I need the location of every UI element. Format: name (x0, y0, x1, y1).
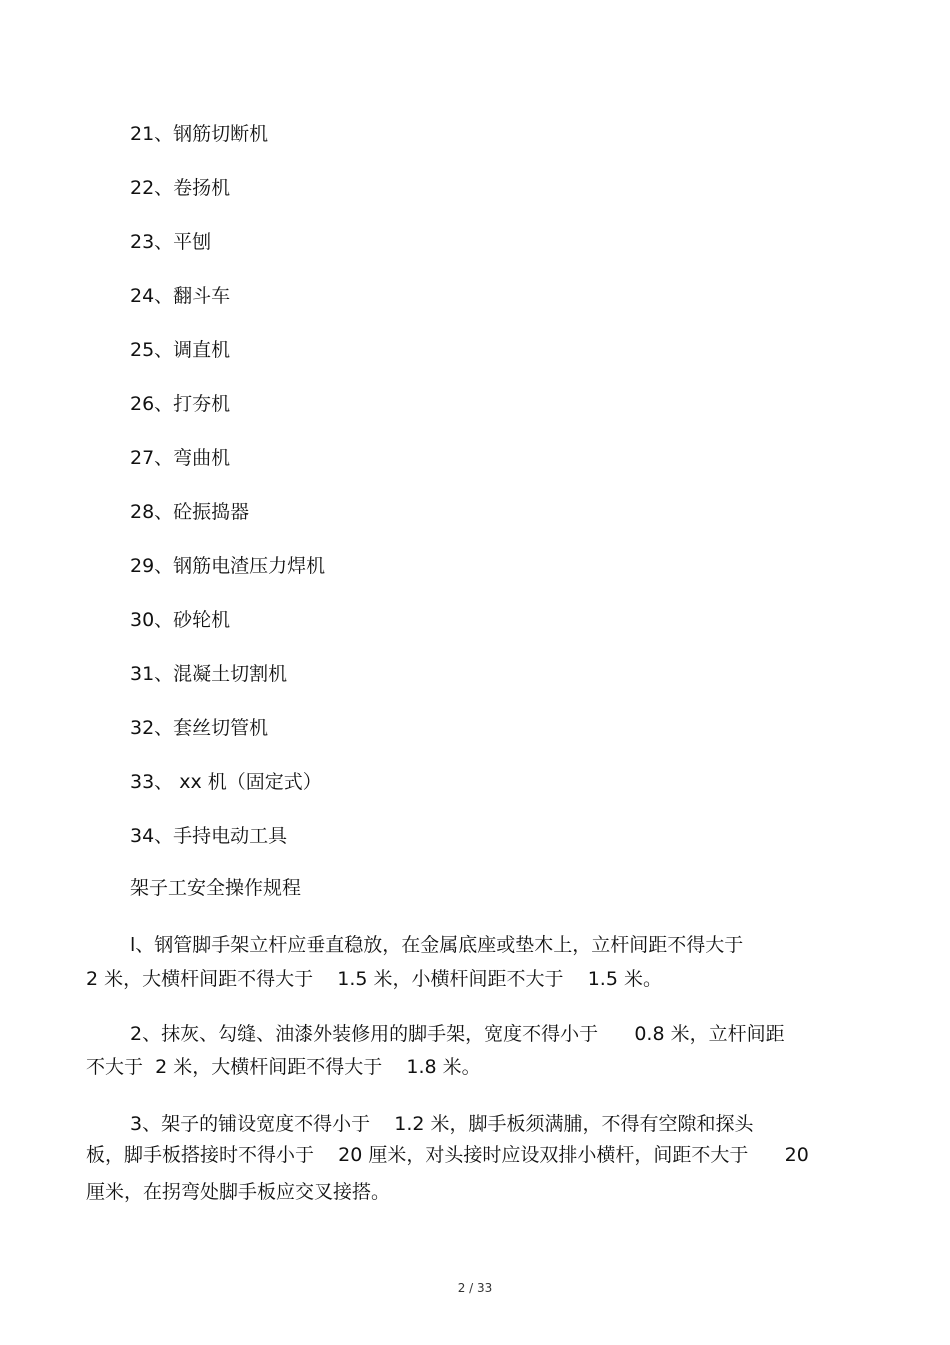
paragraph-2-line-1: 2、抹灰、勾缝、油漆外装修用的脚手架，宽度不得小于 0.8 米，立杆间距 (130, 1023, 785, 1045)
list-item: 21、钢筋切断机 (130, 123, 269, 145)
page-number: 2 / 33 (457, 1281, 493, 1295)
list-item: 27、弯曲机 (130, 447, 231, 469)
list-item: 33、 xx 机（固定式） (130, 771, 322, 793)
paragraph-3-line-2: 板，脚手板搭接时不得小于 20 厘米，对头接时应设双排小横杆，间距不大于 20 (86, 1144, 809, 1166)
paragraph-1-line-1: l、钢管脚手架立杆应垂直稳放，在金属底座或垫木上，立杆间距不得大于 (130, 934, 744, 956)
list-item: 29、钢筋电渣压力焊机 (130, 555, 326, 577)
list-item: 22、卷扬机 (130, 177, 231, 199)
list-item: 24、翻斗车 (130, 285, 231, 307)
list-item: 32、套丝切管机 (130, 717, 269, 739)
list-item: 28、砼振捣器 (130, 501, 250, 523)
paragraph-2-line-2: 不大于 2 米，大横杆间距不得大于 1.8 米。 (86, 1056, 481, 1078)
paragraph-3-line-3: 厘米，在拐弯处脚手板应交叉接搭。 (86, 1181, 391, 1203)
paragraph-1-line-2: 2 米，大横杆间距不得大于 1.5 米，小横杆间距不大于 1.5 米。 (86, 968, 662, 990)
section-heading: 架子工安全操作规程 (130, 877, 302, 899)
list-item: 31、混凝土切割机 (130, 663, 288, 685)
list-item: 30、砂轮机 (130, 609, 231, 631)
list-item: 25、调直机 (130, 339, 231, 361)
list-item: 26、打夯机 (130, 393, 231, 415)
list-item: 34、手持电动工具 (130, 825, 288, 847)
list-item: 23、平刨 (130, 231, 212, 253)
paragraph-3-line-1: 3、架子的铺设宽度不得小于 1.2 米，脚手板须满脯，不得有空隙和探头 (130, 1113, 754, 1135)
